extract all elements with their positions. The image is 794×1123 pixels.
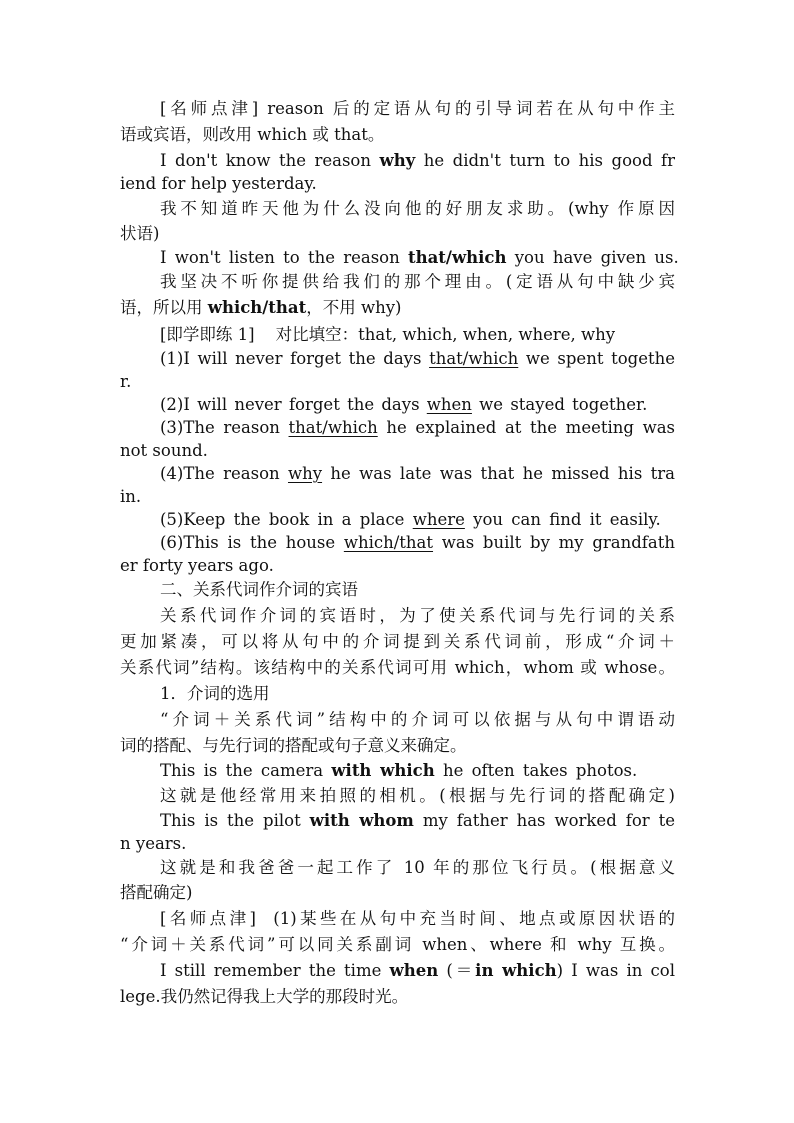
answer-4: why [287, 464, 323, 483]
example-3-cn: 这就是他经常用来拍照的相机。(根据与先行词的搭配确定) [160, 786, 675, 805]
rule-line-2: 词的搭配、与先行词的搭配或句子意义来确定。 [120, 736, 467, 755]
rule-line-1: “介词＋关系代词”结构中的介词可以依据与从句中谓语动 [160, 710, 675, 729]
tip-2-line-1: [名师点津] (1)某些在从句中充当时间、地点或原因状语的 [160, 909, 675, 928]
question-4: (4)The reason why he was late was that he missed his tra [160, 464, 675, 483]
tip-line-1: [名师点津] reason 后的定语从句的引导词若在从句中作主 [160, 99, 675, 118]
section-2-para-1: 关系代词作介词的宾语时，为了使关系代词与先行词的关系 [160, 606, 675, 625]
tip-2-tag: [名师点津] [160, 909, 256, 928]
question-2: (2)I will never forget the days when we stayed together. [160, 395, 648, 414]
example-4-cn-cont: 搭配确定) [120, 883, 193, 902]
tip-line-2: 语或宾语，则改用 which 或 that。 [120, 125, 385, 144]
question-5: (5)Keep the book in a place where you can find it easily. [160, 510, 661, 529]
question-3-cont: not sound. [120, 441, 208, 460]
section-2-para-2: 更加紧凑，可以将从句中的介词提到关系代词前，形成“介词＋ [120, 632, 675, 651]
example-1-en: I don't know the reason why he didn't turn to his good fr [160, 151, 675, 170]
example-1-en-cont: iend for help yesterday. [120, 174, 317, 193]
example-4-cn: 这就是和我爸爸一起工作了 10 年的那位飞行员。(根据意义 [160, 858, 675, 877]
question-4-cont: in. [120, 487, 142, 506]
subheading-preposition-choice: 1．介词的选用 [160, 684, 270, 703]
example-5-cont: lege.我仍然记得我上大学的那段时光。 [120, 987, 409, 1006]
example-1-cn: 我不知道昨天他为什么没向他的好朋友求助。(why 作原因 [160, 199, 675, 218]
question-1: (1)I will never forget the days that/which we spent togethe [160, 349, 675, 368]
example-2-cn: 我坚决不听你提供给我们的那个理由。(定语从句中缺少宾 [160, 272, 675, 291]
answer-3: that/which [288, 418, 378, 437]
example-2-cn-cont: 语，所以用 which/that，不用 why) [120, 298, 402, 317]
example-2-en: I won't listen to the reason that/which you have given us. [160, 248, 679, 267]
tip-tag: [名师点津] [160, 99, 259, 118]
answer-5: where [412, 510, 465, 529]
tip-2-line-2: “介词＋关系代词”可以同关系副词 when、where 和 why 互换。 [120, 935, 675, 954]
example-5-en: I still remember the time when (＝in which) I was in col [160, 961, 675, 980]
answer-1: that/which [429, 349, 519, 368]
answer-2: when [426, 395, 472, 414]
practice-instruction: 对比填空：that, which, when, where, why [275, 325, 616, 344]
example-1-cn-cont: 状语) [120, 224, 160, 243]
section-2-heading: 二、关系代词作介词的宾语 [160, 580, 358, 599]
question-6: (6)This is the house which/that was built by my grandfath [160, 533, 675, 552]
section-2-para-3: 关系代词”结构。该结构中的关系代词可用 which，whom 或 whose。 [120, 658, 675, 677]
practice-tag: [即学即练 1] [160, 325, 255, 344]
example-4-en-cont: n years. [120, 834, 187, 853]
question-1-cont: r. [120, 372, 132, 391]
question-6-cont: er forty years ago. [120, 556, 274, 575]
example-3-en: This is the camera with which he often takes photos. [160, 761, 638, 780]
answer-6: which/that [343, 533, 434, 552]
example-4-en: This is the pilot with whom my father has worked for te [160, 811, 675, 830]
practice-header [160, 323, 615, 347]
question-3: (3)The reason that/which he explained at the meeting was [160, 418, 675, 437]
